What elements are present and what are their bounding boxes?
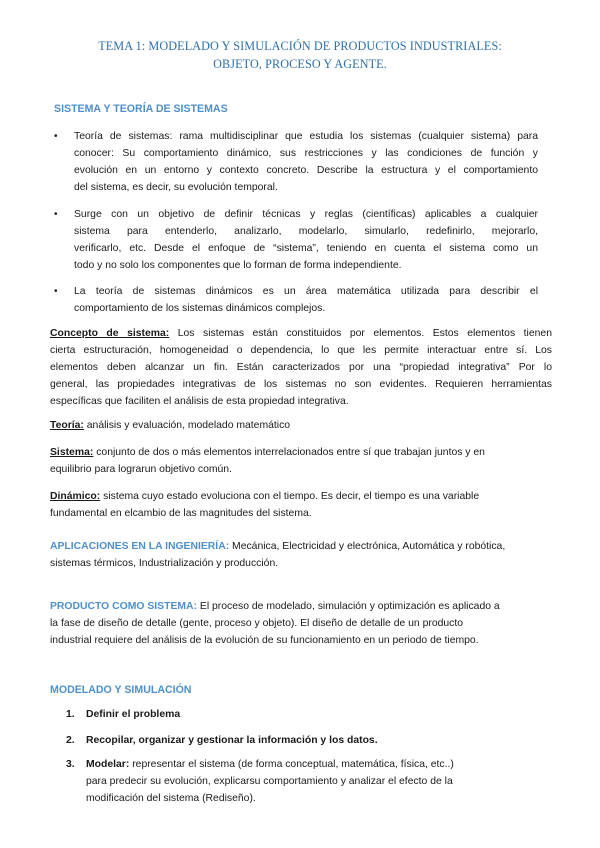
- numbered-item: [66, 732, 516, 749]
- item-number: 2.: [66, 735, 75, 746]
- text-line: Surge con un objetivo de definir técnicas y reglas (científicas) aplicables a cualquier: [74, 209, 538, 220]
- concepto-paragraph: [50, 325, 552, 410]
- term-concepto: Concepto de sistema:: [50, 328, 170, 339]
- text-line: industrial requiere del análisis de la evolución de su funcionamiento en un periodo de tiempo.: [50, 635, 479, 646]
- term-dinamico: Dinámico:: [50, 491, 101, 502]
- text-line: sistemas térmicos, Industrialización y producción.: [50, 558, 279, 569]
- text-line: comportamiento de los sistemas dinámicos complejos.: [74, 303, 326, 314]
- teoria-paragraph: [50, 417, 552, 434]
- concepto-first-line: Los sistemas están constituidos por elementos. Estos elementos tienen: [169, 328, 552, 339]
- bullet-marker: •: [54, 131, 58, 142]
- text-line: la fase de diseño de detalle (gente, proceso y objeto). El diseño de detalle de un producto: [50, 618, 464, 629]
- item-label: Definir el problema: [86, 709, 181, 720]
- text-line: verificarlo, etc. Desde el enfoque de “sistema”, teniendo en cuenta el sistema como un: [74, 243, 538, 254]
- text-line: modificación del sistema (Rediseño).: [86, 793, 256, 804]
- aplicaciones-first-line: Mecánica, Electricidad y electrónica, Automática y robótica,: [229, 541, 506, 552]
- text-line: La teoría de sistemas dinámicos es un área matemática utilizada para describir el: [74, 286, 538, 297]
- bullet-item: [54, 206, 538, 274]
- text-line: cierta estructuración, homogeneidad o dependencia, lo que les permite interactuar entre sí. Los: [50, 345, 552, 356]
- dinamico-paragraph: [50, 488, 552, 522]
- title-line-1: TEMA 1: MODELADO Y SIMULACIÓN DE PRODUCTOS INDUSTRIALES:: [98, 39, 502, 53]
- producto-first-line: El proceso de modelado, simulación y optimización es aplicado a: [197, 601, 500, 612]
- term-sistema: Sistema:: [50, 447, 94, 458]
- section-heading-sistema: SISTEMA Y TEORÍA DE SISTEMAS: [54, 103, 228, 115]
- section-heading-modelado: MODELADO Y SIMULACIÓN: [50, 684, 192, 696]
- bullet-item: [54, 283, 538, 317]
- term-teoria: Teoría:: [50, 420, 84, 431]
- text-line: fundamental en elcambio de las magnitudes del sistema.: [50, 508, 312, 519]
- text-line: [86, 756, 516, 773]
- text-line: específicas que faciliten el análisis de esta propiedad integrativa.: [50, 396, 349, 407]
- text-line: sistema para entenderlo, analizarlo, modelarlo, simularlo, redefinirlo, mejorarlo,: [74, 226, 538, 237]
- text-line: conocer: Su comportamiento dinámico, sus restricciones y las condiciones de función y: [74, 148, 538, 159]
- text-line: Teoría de sistemas: rama multidisciplinar que estudia los sistemas (cualquier sistema) para: [74, 131, 538, 142]
- item-number: 1.: [66, 709, 75, 720]
- text-line: general, las propiedades integrativas de los sistemas no son evidentes. Requieren herramientas: [50, 379, 552, 390]
- text-line: [50, 325, 552, 342]
- item-label: Modelar:: [86, 759, 130, 770]
- item-number: 3.: [66, 759, 75, 770]
- teoria-text: análisis y evaluación, modelado matemático: [83, 420, 291, 431]
- text-line: todo y no solo los componentes que lo forman de forma independiente.: [74, 260, 402, 271]
- document-title: [60, 37, 540, 73]
- term-producto: PRODUCTO COMO SISTEMA:: [50, 601, 198, 612]
- text-line: [50, 538, 552, 555]
- item-label: Recopilar, organizar y gestionar la información y los datos.: [86, 735, 378, 746]
- bullet-marker: •: [54, 209, 58, 220]
- text-line: [50, 488, 552, 505]
- producto-paragraph: [50, 598, 552, 649]
- term-aplicaciones: APLICACIONES EN LA INGENIERÍA:: [50, 541, 230, 552]
- numbered-item: [66, 756, 516, 807]
- sistema-first-line: conjunto de dos o más elementos interrelacionados entre sí que trabajan juntos y en: [93, 447, 485, 458]
- text-line: del sistema, es decir, su evolución temporal.: [74, 182, 278, 193]
- text-line: [50, 598, 552, 615]
- aplicaciones-paragraph: [50, 538, 552, 572]
- text-line: [50, 444, 552, 461]
- text-line: para predecir su evolución, explicarsu comportamiento y analizar el efecto de la: [86, 776, 453, 787]
- bullet-item: [54, 128, 538, 196]
- numbered-item: [66, 706, 516, 723]
- text-line: [50, 417, 552, 434]
- sistema-paragraph: [50, 444, 552, 478]
- dinamico-first-line: sistema cuyo estado evoluciona con el tiempo. Es decir, el tiempo es una variable: [100, 491, 480, 502]
- title-line-2: OBJETO, PROCESO Y AGENTE.: [213, 57, 387, 71]
- item-rest: representar el sistema (de forma conceptual, matemática, física, etc..): [129, 759, 454, 770]
- text-line: equilibrio para lograrun objetivo común.: [50, 464, 232, 475]
- text-line: elementos deben alcanzar un fin. Están caracterizados por una “propiedad integrativa” Por lo: [50, 362, 552, 373]
- bullet-marker: •: [54, 286, 58, 297]
- text-line: evolución en un entorno y contexto concreto. Describe la estructura y el comportamiento: [74, 165, 538, 176]
